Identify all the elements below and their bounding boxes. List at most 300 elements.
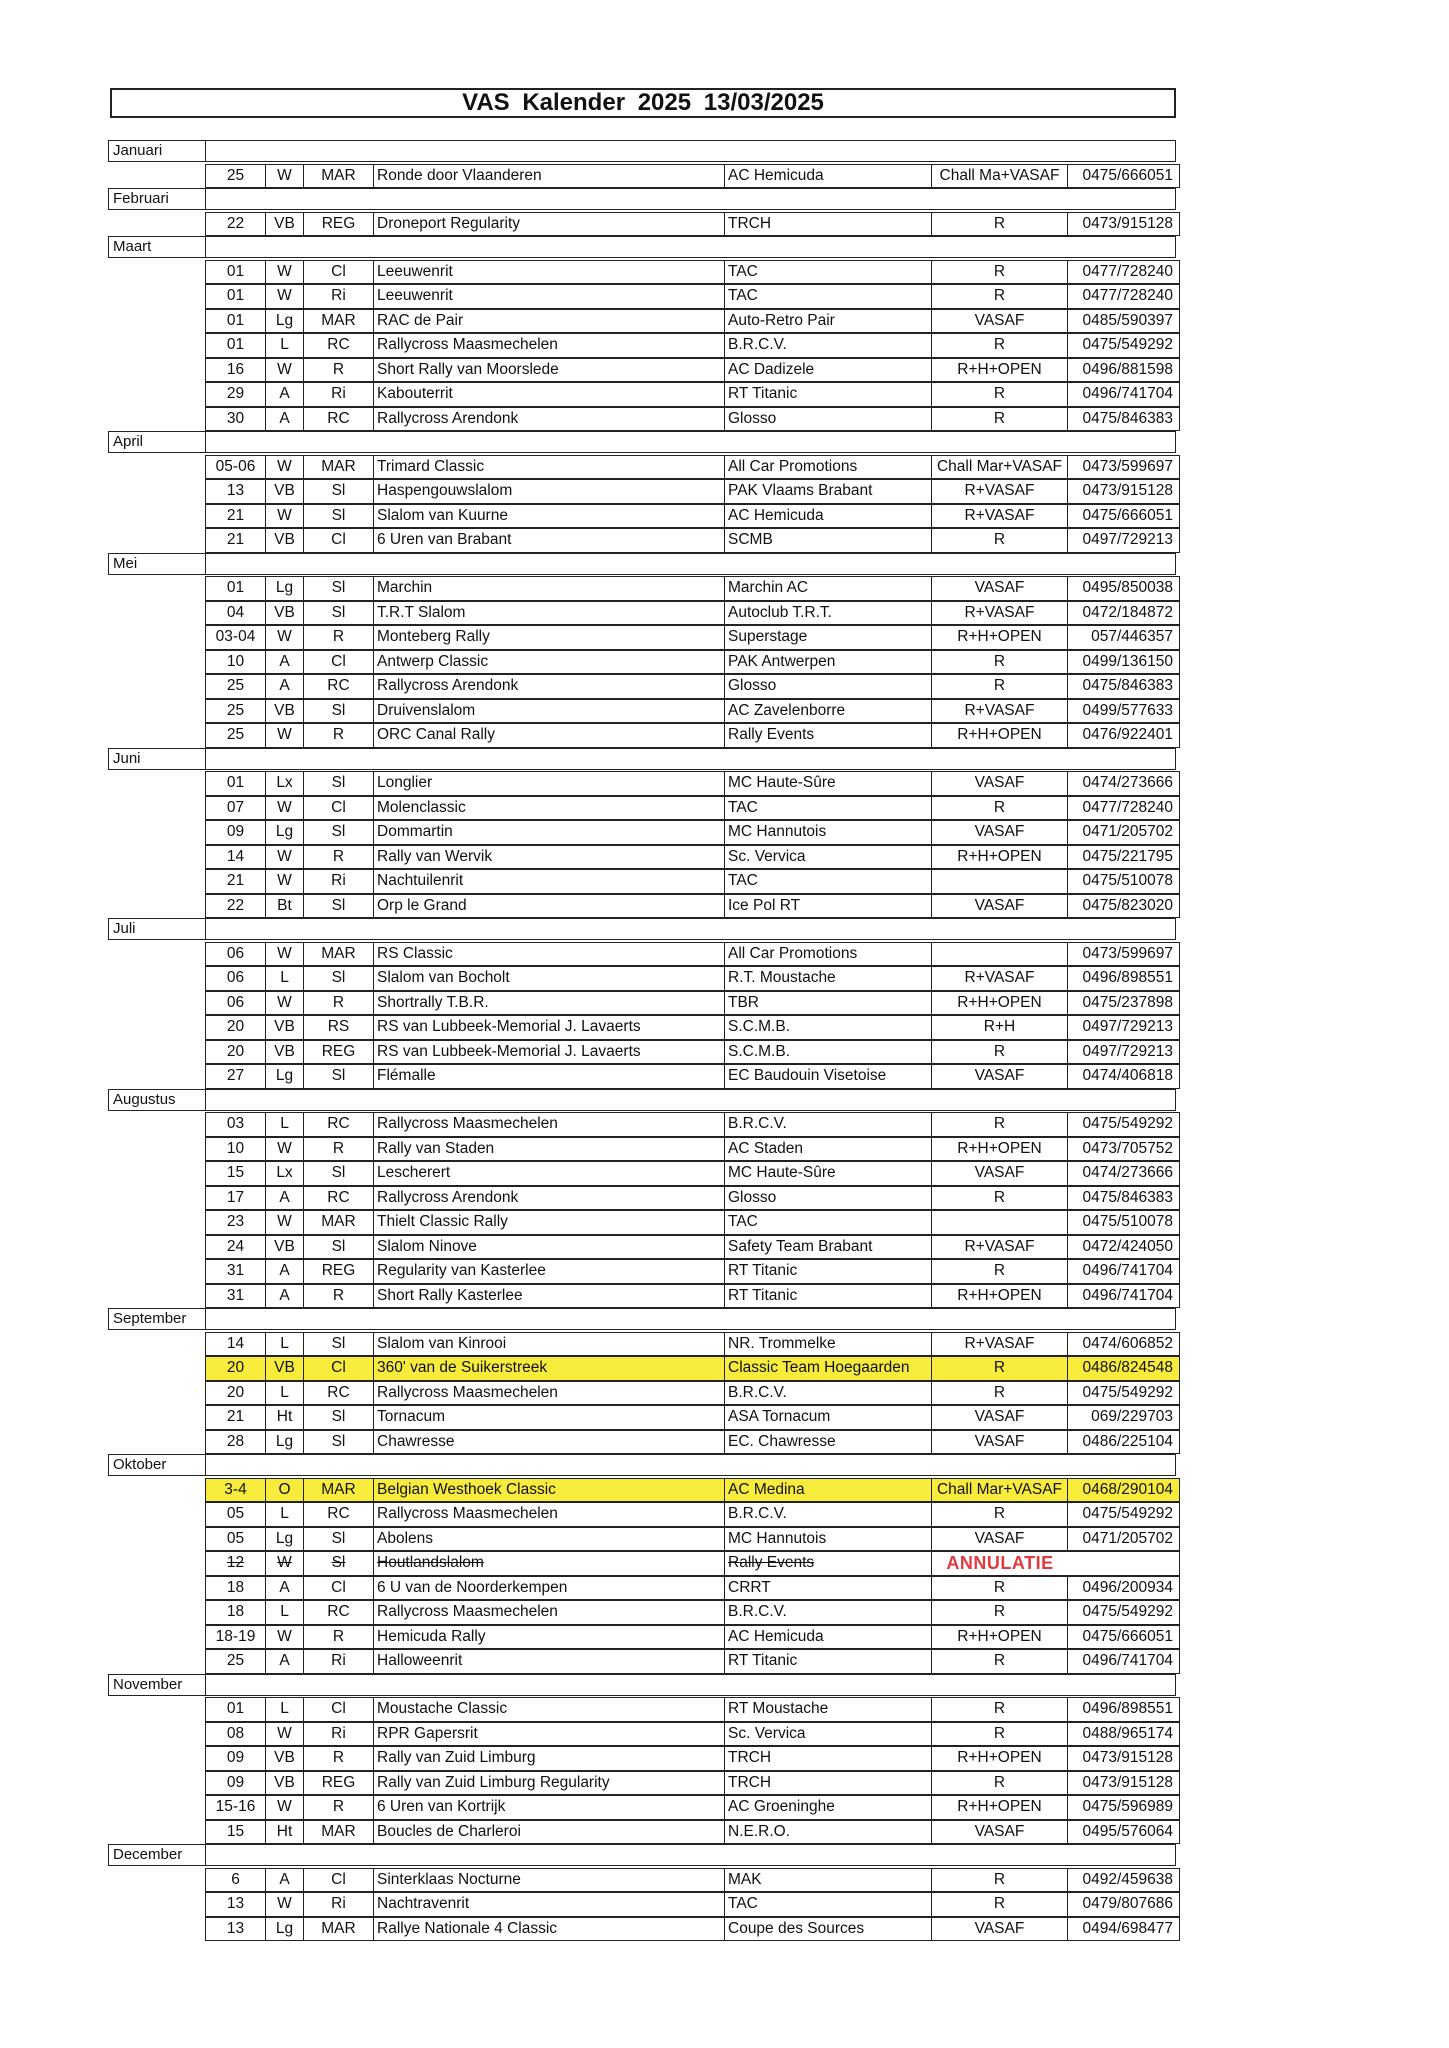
month-label: Mei <box>108 553 206 575</box>
cell-championship: R+VASAF <box>931 1235 1068 1260</box>
cell-province: L <box>265 1381 304 1406</box>
cell-organizer: MAK <box>724 1868 932 1893</box>
cell-province: A <box>265 1259 304 1284</box>
cell-type: Sl <box>303 1405 374 1430</box>
cell-event: Slalom van Bocholt <box>373 966 725 991</box>
cell-province: W <box>265 1722 304 1747</box>
cell-championship: R <box>931 1771 1068 1796</box>
cell-type: Cl <box>303 796 374 821</box>
cell-province: A <box>265 1649 304 1674</box>
cell-championship: R <box>931 333 1068 358</box>
cell-event: RAC de Pair <box>373 309 725 334</box>
cell-day: 01 <box>205 576 266 601</box>
month-spacer-row <box>206 1844 1176 1866</box>
cell-type: RC <box>303 1600 374 1625</box>
cell-type: R <box>303 1625 374 1650</box>
cell-day: 08 <box>205 1722 266 1747</box>
cell-event: Rallycross Maasmechelen <box>373 1112 725 1137</box>
cell-event: Halloweenrit <box>373 1649 725 1674</box>
cell-championship <box>931 1210 1068 1235</box>
cell-organizer: AC Staden <box>724 1137 932 1162</box>
cell-organizer: Coupe des Sources <box>724 1917 932 1942</box>
cell-organizer: Glosso <box>724 407 932 432</box>
cell-type: RS <box>303 1015 374 1040</box>
cell-event: RPR Gapersrit <box>373 1722 725 1747</box>
cell-province: W <box>265 991 304 1016</box>
cell-organizer: Glosso <box>724 1186 932 1211</box>
cell-type: Cl <box>303 1356 374 1381</box>
title-date: 13/03/2025 <box>703 89 824 116</box>
cell-organizer: EC Baudouin Visetoise <box>724 1064 932 1089</box>
cell-province: W <box>265 723 304 748</box>
cell-organizer: MC Hannutois <box>724 1527 932 1552</box>
cell-championship: VASAF <box>931 309 1068 334</box>
cell-championship: R <box>931 284 1068 309</box>
cell-province: Bt <box>265 894 304 919</box>
cell-phone: 0495/850038 <box>1067 576 1180 601</box>
cell-phone: 0497/729213 <box>1067 528 1180 553</box>
cell-province: Lg <box>265 576 304 601</box>
cell-type: REG <box>303 212 374 237</box>
cell-type: Cl <box>303 650 374 675</box>
cell-event: RS Classic <box>373 942 725 967</box>
cell-championship: R <box>931 796 1068 821</box>
cell-type: R <box>303 625 374 650</box>
cell-type: MAR <box>303 1917 374 1942</box>
cell-championship: R+H+OPEN <box>931 991 1068 1016</box>
cell-championship: R+VASAF <box>931 601 1068 626</box>
cell-province: Lg <box>265 1917 304 1942</box>
cell-type: MAR <box>303 455 374 480</box>
cell-phone: 0473/599697 <box>1067 942 1180 967</box>
cell-organizer: RT Moustache <box>724 1697 932 1722</box>
cell-phone: 0473/915128 <box>1067 479 1180 504</box>
cell-phone: 0473/599697 <box>1067 455 1180 480</box>
cell-championship: VASAF <box>931 894 1068 919</box>
month-spacer-row <box>206 188 1176 210</box>
cell-day: 13 <box>205 1917 266 1942</box>
cell-phone: 0475/666051 <box>1067 164 1180 189</box>
cell-event: Longlier <box>373 771 725 796</box>
month-label: September <box>108 1308 206 1330</box>
cell-organizer: TAC <box>724 796 932 821</box>
cell-province: L <box>265 1502 304 1527</box>
cell-championship: R+H+OPEN <box>931 1137 1068 1162</box>
cell-day: 30 <box>205 407 266 432</box>
cell-phone: 0474/273666 <box>1067 1161 1180 1186</box>
cell-type: REG <box>303 1771 374 1796</box>
cell-day: 12 <box>205 1551 266 1576</box>
cell-organizer: Auto-Retro Pair <box>724 309 932 334</box>
cell-day: 16 <box>205 358 266 383</box>
cell-province: VB <box>265 479 304 504</box>
cell-phone: 0476/922401 <box>1067 723 1180 748</box>
cell-type: Cl <box>303 260 374 285</box>
cell-province: W <box>265 1892 304 1917</box>
cell-type: REG <box>303 1259 374 1284</box>
cell-province: L <box>265 1697 304 1722</box>
month-label: Oktober <box>108 1454 206 1476</box>
cell-event: Lescherert <box>373 1161 725 1186</box>
cell-event: RS van Lubbeek-Memorial J. Lavaerts <box>373 1015 725 1040</box>
cell-phone: 0475/549292 <box>1067 1600 1180 1625</box>
cell-type: MAR <box>303 1478 374 1503</box>
cell-championship <box>931 869 1068 894</box>
cell-day: 18-19 <box>205 1625 266 1650</box>
cell-organizer: TAC <box>724 260 932 285</box>
cell-phone: 0497/729213 <box>1067 1015 1180 1040</box>
cell-phone: 0475/846383 <box>1067 674 1180 699</box>
cell-championship: VASAF <box>931 1917 1068 1942</box>
cell-phone: 0496/898551 <box>1067 966 1180 991</box>
cell-phone: 0477/728240 <box>1067 260 1180 285</box>
cell-day: 09 <box>205 820 266 845</box>
cell-championship: R <box>931 1892 1068 1917</box>
cell-phone: 0496/200934 <box>1067 1576 1180 1601</box>
cell-phone: 0471/205702 <box>1067 1527 1180 1552</box>
cell-event: T.R.T Slalom <box>373 601 725 626</box>
cell-organizer: MC Haute-Sûre <box>724 771 932 796</box>
cell-province: W <box>265 260 304 285</box>
cell-event: Rallycross Maasmechelen <box>373 333 725 358</box>
month-label: April <box>108 431 206 453</box>
month-label: Maart <box>108 236 206 258</box>
cell-event: Rallycross Arendonk <box>373 407 725 432</box>
cell-championship: R <box>931 1259 1068 1284</box>
cell-event: Short Rally Kasterlee <box>373 1284 725 1309</box>
cell-province: VB <box>265 1356 304 1381</box>
cell-event: Rallycross Arendonk <box>373 674 725 699</box>
cell-organizer: MC Hannutois <box>724 820 932 845</box>
cell-organizer: Sc. Vervica <box>724 1722 932 1747</box>
cell-event: Rallycross Maasmechelen <box>373 1381 725 1406</box>
month-label: Januari <box>108 140 206 162</box>
cell-organizer: AC Dadizele <box>724 358 932 383</box>
cell-type: Cl <box>303 1576 374 1601</box>
cell-championship: R <box>931 212 1068 237</box>
cell-organizer: AC Zavelenborre <box>724 699 932 724</box>
cell-championship: R <box>931 528 1068 553</box>
cell-type: R <box>303 1284 374 1309</box>
cell-organizer: EC. Chawresse <box>724 1430 932 1455</box>
title-text: VAS Kalender 2025 <box>462 89 692 116</box>
cell-phone: 0468/290104 <box>1067 1478 1180 1503</box>
cell-day: 06 <box>205 942 266 967</box>
cell-phone: 0475/549292 <box>1067 1381 1180 1406</box>
cell-organizer: RT Titanic <box>724 1259 932 1284</box>
cell-phone: 0475/846383 <box>1067 1186 1180 1211</box>
cell-province: VB <box>265 1771 304 1796</box>
month-spacer-row <box>206 553 1176 575</box>
cell-phone: 0499/577633 <box>1067 699 1180 724</box>
cell-organizer: R.T. Moustache <box>724 966 932 991</box>
cell-event: Orp le Grand <box>373 894 725 919</box>
cell-championship: R <box>931 1186 1068 1211</box>
cell-phone: 0475/549292 <box>1067 333 1180 358</box>
cell-type: R <box>303 845 374 870</box>
cell-phone: 0496/741704 <box>1067 382 1180 407</box>
month-spacer-row <box>206 748 1176 770</box>
month-spacer-row <box>206 236 1176 258</box>
cell-province: O <box>265 1478 304 1503</box>
cell-organizer: B.R.C.V. <box>724 1600 932 1625</box>
cell-province: VB <box>265 528 304 553</box>
cell-province: A <box>265 674 304 699</box>
cell-championship: R <box>931 650 1068 675</box>
cell-championship: R+H+OPEN <box>931 625 1068 650</box>
cell-type: Sl <box>303 1430 374 1455</box>
cell-championship: R+VASAF <box>931 1332 1068 1357</box>
cell-event: Abolens <box>373 1527 725 1552</box>
cell-phone: 0496/741704 <box>1067 1259 1180 1284</box>
cell-type: MAR <box>303 164 374 189</box>
cell-event: 6 Uren van Brabant <box>373 528 725 553</box>
cell-day: 10 <box>205 1137 266 1162</box>
cell-day: 03 <box>205 1112 266 1137</box>
cell-province: W <box>265 1625 304 1650</box>
cell-day: 15 <box>205 1820 266 1845</box>
cell-event: Belgian Westhoek Classic <box>373 1478 725 1503</box>
cell-province: W <box>265 796 304 821</box>
cell-championship: R <box>931 674 1068 699</box>
cell-organizer: RT Titanic <box>724 1649 932 1674</box>
cell-type: R <box>303 723 374 748</box>
cell-day: 13 <box>205 1892 266 1917</box>
cell-championship: R+VASAF <box>931 504 1068 529</box>
cell-event: Sinterklaas Nocturne <box>373 1868 725 1893</box>
cell-championship: R <box>931 1040 1068 1065</box>
month-spacer-row <box>206 431 1176 453</box>
cell-organizer: SCMB <box>724 528 932 553</box>
cell-day: 28 <box>205 1430 266 1455</box>
cell-championship: VASAF <box>931 1064 1068 1089</box>
cell-day: 31 <box>205 1284 266 1309</box>
cell-event: Haspengouwslalom <box>373 479 725 504</box>
cell-day: 03-04 <box>205 625 266 650</box>
cell-championship: VASAF <box>931 1527 1068 1552</box>
cell-type: Sl <box>303 1235 374 1260</box>
cell-type: Ri <box>303 1649 374 1674</box>
cell-organizer: S.C.M.B. <box>724 1040 932 1065</box>
cell-day: 3-4 <box>205 1478 266 1503</box>
cell-day: 25 <box>205 723 266 748</box>
cell-phone: 0474/406818 <box>1067 1064 1180 1089</box>
cell-type: RC <box>303 1112 374 1137</box>
cell-type: Sl <box>303 1064 374 1089</box>
cell-type: MAR <box>303 942 374 967</box>
cell-organizer: PAK Antwerpen <box>724 650 932 675</box>
cell-day: 05-06 <box>205 455 266 480</box>
cell-type: Ri <box>303 869 374 894</box>
cell-phone: 0473/705752 <box>1067 1137 1180 1162</box>
cell-championship: R <box>931 260 1068 285</box>
cell-organizer: Superstage <box>724 625 932 650</box>
cell-organizer: S.C.M.B. <box>724 1015 932 1040</box>
cell-day: 05 <box>205 1502 266 1527</box>
month-spacer-row <box>206 140 1176 162</box>
cell-organizer: Safety Team Brabant <box>724 1235 932 1260</box>
cell-type: RC <box>303 674 374 699</box>
cell-day: 01 <box>205 1697 266 1722</box>
cell-province: W <box>265 942 304 967</box>
cell-championship: R+H+OPEN <box>931 358 1068 383</box>
cell-phone: 0475/846383 <box>1067 407 1180 432</box>
cell-event: 6 Uren van Kortrijk <box>373 1795 725 1820</box>
cell-organizer: B.R.C.V. <box>724 1381 932 1406</box>
cell-type: Ri <box>303 284 374 309</box>
cell-event: Moustache Classic <box>373 1697 725 1722</box>
month-spacer-row <box>206 1089 1176 1111</box>
cell-event: Ronde door Vlaanderen <box>373 164 725 189</box>
cell-event: Rally van Staden <box>373 1137 725 1162</box>
cell-day: 09 <box>205 1771 266 1796</box>
cell-type: REG <box>303 1040 374 1065</box>
cell-event: Nachtravenrit <box>373 1892 725 1917</box>
cell-phone: 0494/698477 <box>1067 1917 1180 1942</box>
cell-type: RC <box>303 1502 374 1527</box>
cell-province: W <box>265 625 304 650</box>
cell-day: 31 <box>205 1259 266 1284</box>
cell-day: 01 <box>205 260 266 285</box>
cell-phone: 0474/606852 <box>1067 1332 1180 1357</box>
cell-day: 17 <box>205 1186 266 1211</box>
cell-event: Rally van Zuid Limburg <box>373 1746 725 1771</box>
cell-championship: Chall Mar+VASAF <box>931 455 1068 480</box>
cell-event: Tornacum <box>373 1405 725 1430</box>
cell-day: 6 <box>205 1868 266 1893</box>
month-label: November <box>108 1674 206 1696</box>
cell-organizer: Rally Events <box>724 723 932 748</box>
cell-phone: 0474/273666 <box>1067 771 1180 796</box>
cell-event: Molenclassic <box>373 796 725 821</box>
cell-championship: Chall Mar+VASAF <box>931 1478 1068 1503</box>
month-spacer-row <box>206 918 1176 940</box>
cell-province: W <box>265 1137 304 1162</box>
cell-phone: 0473/915128 <box>1067 1746 1180 1771</box>
cell-type: R <box>303 358 374 383</box>
cell-phone: 0475/596989 <box>1067 1795 1180 1820</box>
cell-phone: 0475/666051 <box>1067 1625 1180 1650</box>
cell-day: 01 <box>205 309 266 334</box>
cell-event: Houtlandslalom <box>373 1551 725 1576</box>
cell-day: 23 <box>205 1210 266 1235</box>
cell-organizer: CRRT <box>724 1576 932 1601</box>
cell-organizer: TBR <box>724 991 932 1016</box>
cell-organizer: NR. Trommelke <box>724 1332 932 1357</box>
cell-province: W <box>265 164 304 189</box>
cell-province: Lg <box>265 1064 304 1089</box>
cell-province: VB <box>265 1015 304 1040</box>
cell-phone: 0499/136150 <box>1067 650 1180 675</box>
cell-event: 360' van de Suikerstreek <box>373 1356 725 1381</box>
cell-day: 25 <box>205 1649 266 1674</box>
cell-organizer: All Car Promotions <box>724 942 932 967</box>
cell-championship: R+H <box>931 1015 1068 1040</box>
cell-championship: VASAF <box>931 771 1068 796</box>
cell-event: Nachtuilenrit <box>373 869 725 894</box>
cell-type: Sl <box>303 894 374 919</box>
cell-type: Cl <box>303 1697 374 1722</box>
cell-day: 15-16 <box>205 1795 266 1820</box>
cell-phone: 057/446357 <box>1067 625 1180 650</box>
cell-organizer: Glosso <box>724 674 932 699</box>
cell-event: ORC Canal Rally <box>373 723 725 748</box>
cell-organizer: B.R.C.V. <box>724 333 932 358</box>
cell-event: Regularity van Kasterlee <box>373 1259 725 1284</box>
cell-type: Sl <box>303 771 374 796</box>
cell-province: A <box>265 1868 304 1893</box>
cell-event: Rallycross Maasmechelen <box>373 1600 725 1625</box>
cell-event: Monteberg Rally <box>373 625 725 650</box>
cell-championship: VASAF <box>931 576 1068 601</box>
cell-event: Marchin <box>373 576 725 601</box>
cell-event: 6 U van de Noorderkempen <box>373 1576 725 1601</box>
cell-championship: R <box>931 1502 1068 1527</box>
cell-day: 21 <box>205 1405 266 1430</box>
month-label: Juli <box>108 918 206 940</box>
cell-championship: R+VASAF <box>931 966 1068 991</box>
cell-organizer: TRCH <box>724 212 932 237</box>
cell-type: Sl <box>303 576 374 601</box>
cell-type: RC <box>303 1186 374 1211</box>
cell-organizer: RT Titanic <box>724 382 932 407</box>
cell-event: Chawresse <box>373 1430 725 1455</box>
cell-day: 20 <box>205 1040 266 1065</box>
cell-organizer: AC Hemicuda <box>724 1625 932 1650</box>
cell-province: VB <box>265 1746 304 1771</box>
cell-day: 14 <box>205 845 266 870</box>
cell-event: Slalom van Kinrooi <box>373 1332 725 1357</box>
cell-type: Sl <box>303 1161 374 1186</box>
cell-type: Sl <box>303 966 374 991</box>
cell-phone: 0496/881598 <box>1067 358 1180 383</box>
cell-phone: 0472/184872 <box>1067 601 1180 626</box>
cell-organizer: MC Haute-Sûre <box>724 1161 932 1186</box>
cell-event: Droneport Regularity <box>373 212 725 237</box>
cell-type: Sl <box>303 1332 374 1357</box>
cell-day: 22 <box>205 894 266 919</box>
cell-day: 01 <box>205 771 266 796</box>
cell-phone: 0492/459638 <box>1067 1868 1180 1893</box>
month-label: Juni <box>108 748 206 770</box>
cell-day: 25 <box>205 674 266 699</box>
cell-phone: 0486/225104 <box>1067 1430 1180 1455</box>
cell-day: 09 <box>205 1746 266 1771</box>
cell-phone: 0475/221795 <box>1067 845 1180 870</box>
cell-championship: VASAF <box>931 1430 1068 1455</box>
cell-organizer: TAC <box>724 1210 932 1235</box>
cell-championship: R+H+OPEN <box>931 1746 1068 1771</box>
cell-province: Lg <box>265 820 304 845</box>
cell-event: Shortrally T.B.R. <box>373 991 725 1016</box>
cell-championship: VASAF <box>931 1820 1068 1845</box>
cell-day: 21 <box>205 869 266 894</box>
cell-day: 14 <box>205 1332 266 1357</box>
cell-phone: 0496/898551 <box>1067 1697 1180 1722</box>
cell-phone: 0475/823020 <box>1067 894 1180 919</box>
cell-province: L <box>265 966 304 991</box>
cell-type: R <box>303 1795 374 1820</box>
cell-province: VB <box>265 1235 304 1260</box>
cell-province: A <box>265 1186 304 1211</box>
cell-phone: 0475/510078 <box>1067 1210 1180 1235</box>
cell-organizer: B.R.C.V. <box>724 1502 932 1527</box>
cell-day: 13 <box>205 479 266 504</box>
cell-organizer: All Car Promotions <box>724 455 932 480</box>
cell-championship: R+H+OPEN <box>931 723 1068 748</box>
cell-day: 06 <box>205 966 266 991</box>
cell-championship: VASAF <box>931 820 1068 845</box>
